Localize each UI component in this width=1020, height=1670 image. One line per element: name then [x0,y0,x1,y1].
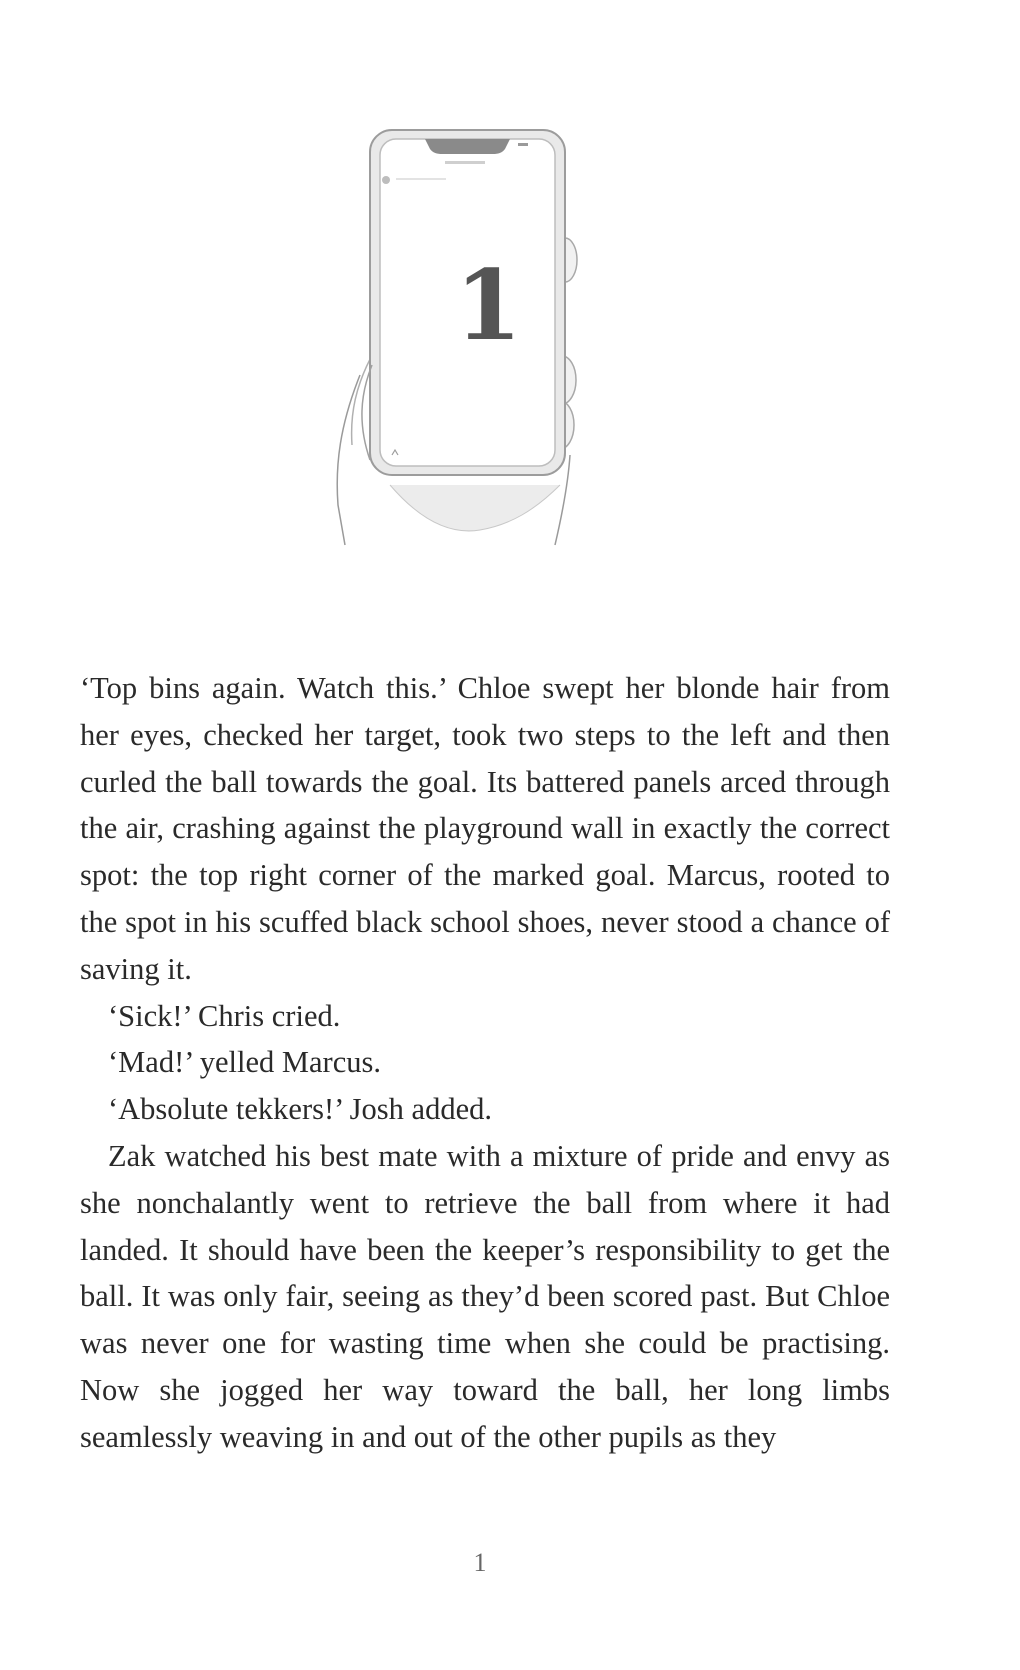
chapter-body-text [80,665,890,1461]
paragraph-4: ‘Absolute tekkers!’ Josh added. [108,1092,492,1127]
phone-notch [425,139,510,154]
chapter-number: 1 [455,249,522,362]
screen-line [396,178,446,180]
palm-shading [390,485,560,531]
paragraph-1: ‘Top bins again. Watch this.’ Chloe swept her blonde hair from her eyes, checked her target, took two steps to the left and then curled the ball towards the goal. Its battered panels arced through the air, crashing against the playground wall in exactly the correct spot: the top right corner of the marked goal. Marcus, rooted to the spot in his scuffed black school shoes, never stood a chance of saving it. [80,671,890,986]
hand-outline-left [337,375,360,545]
page-number: 1 [473,1548,487,1577]
screen-dot-icon [382,176,390,184]
status-bar-text [445,161,485,164]
paragraph-2: ‘Sick!’ Chris cried. [108,998,341,1033]
paragraph-5: Zak watched his best mate with a mixture of pride and envy as she nonchalantly went to retrieve the ball from where it had landed. It should have been the keeper’s responsibility to get the ball. It was only fair, seeing as they’d been scored past. But Chloe was never one for wasting time when she could be practising. Now she jogged her way toward the ball, her long limbs seamlessly weaving in and out of the other pupils as they [80,1138,890,1454]
status-bar-signal [518,143,528,146]
paragraph-3: ‘Mad!’ yelled Marcus. [108,1045,381,1080]
